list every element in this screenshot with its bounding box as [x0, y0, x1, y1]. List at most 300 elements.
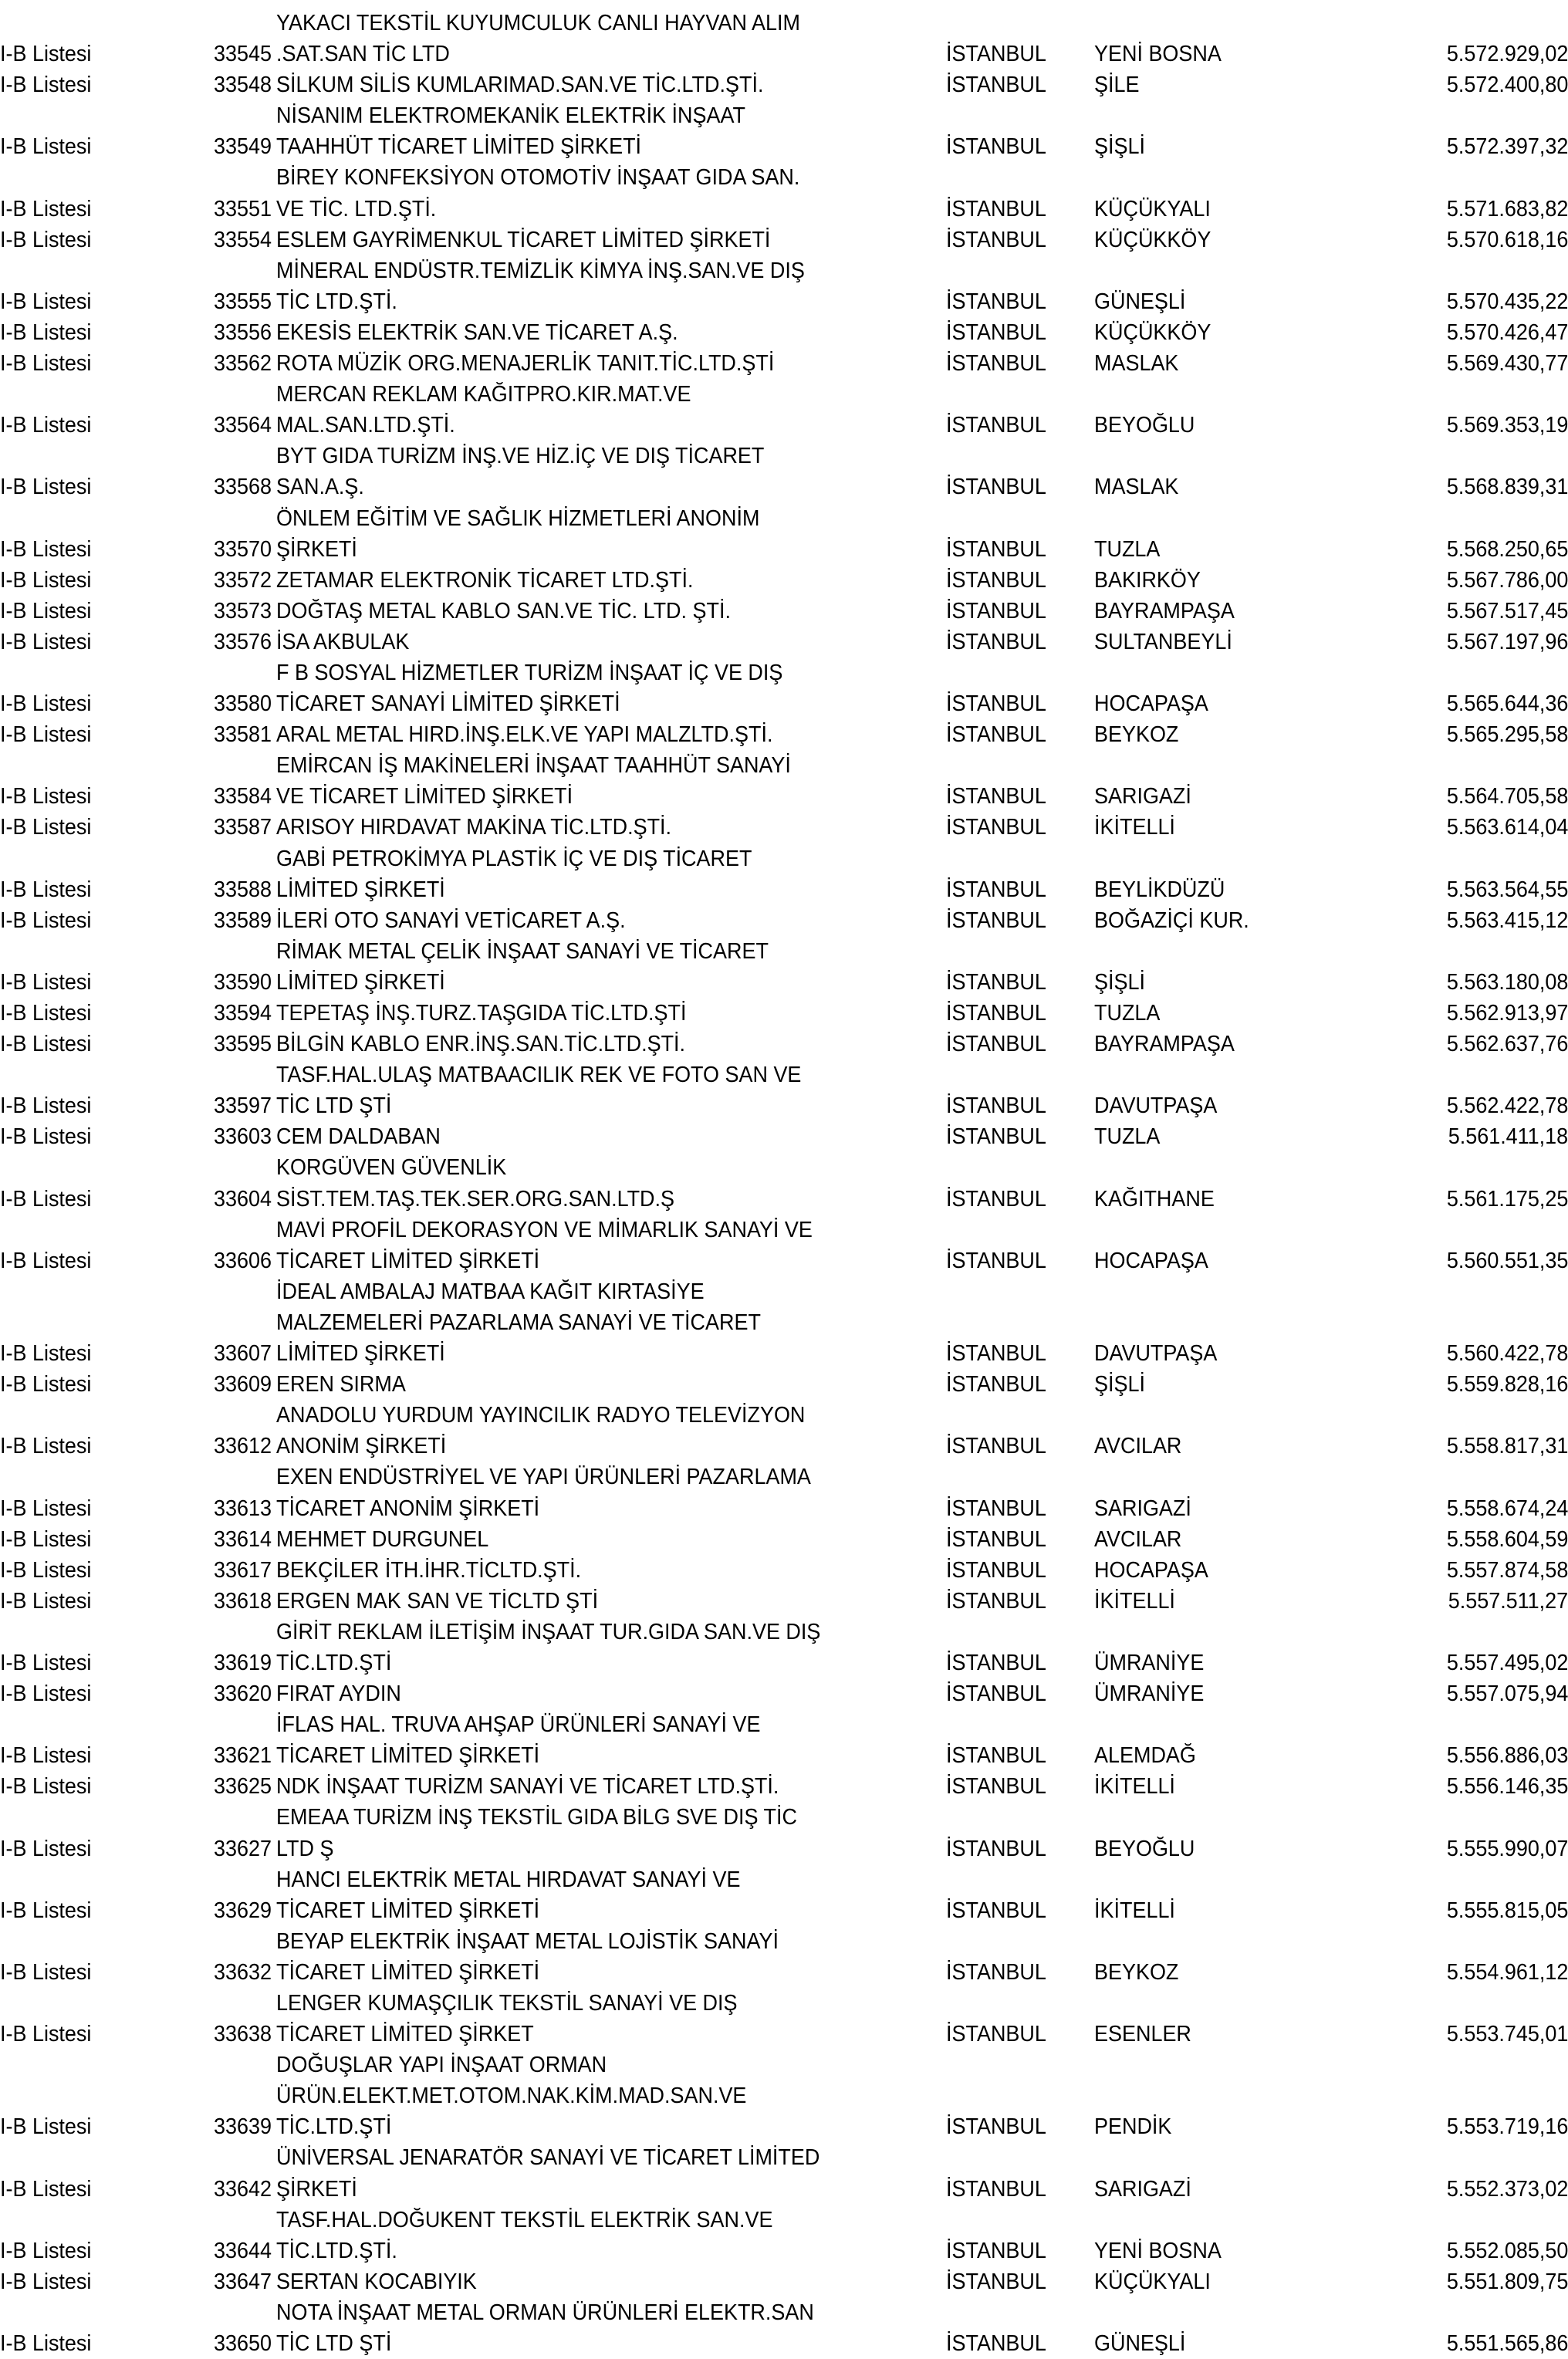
amount: 5.563.415,12: [1446, 907, 1568, 933]
company-name: ŞİRKETİ: [276, 2176, 357, 2202]
city: İSTANBUL: [946, 196, 1046, 221]
list-label: I-B Listesi: [0, 1898, 92, 1923]
amount: 5.568.250,65: [1446, 536, 1568, 562]
table-row: [0, 843, 1568, 905]
list-label: I-B Listesi: [0, 2114, 92, 2140]
list-label: I-B Listesi: [0, 1495, 92, 1521]
city: İSTANBUL: [946, 475, 1046, 500]
record-name-continuation: [0, 1060, 1568, 1090]
record-number: 33584: [213, 784, 272, 809]
company-name: NOTA İNŞAAT METAL ORMAN ÜRÜNLERİ ELEKTR.SAN: [276, 2300, 814, 2325]
list-label: I-B Listesi: [0, 1557, 92, 1583]
record-name-continuation: [0, 1926, 1568, 1957]
record-main-line: [0, 2019, 1568, 2050]
city: İSTANBUL: [946, 598, 1046, 624]
city: İSTANBUL: [946, 815, 1046, 840]
table-row: [0, 2266, 1568, 2297]
amount: 5.563.180,08: [1446, 969, 1568, 995]
list-label: I-B Listesi: [0, 1681, 92, 1707]
list-label: I-B Listesi: [0, 2269, 92, 2294]
record-number: 33629: [213, 1898, 272, 1923]
amount: 5.570.618,16: [1446, 227, 1568, 252]
city: İSTANBUL: [946, 2114, 1046, 2140]
amount: 5.553.745,01: [1446, 2022, 1568, 2047]
table-row: [0, 1029, 1568, 1060]
company-name: EMİRCAN İŞ MAKİNELERİ İNŞAAT TAAHHÜT SANAYİ: [276, 753, 791, 779]
company-name: TİCARET SANAYİ LİMİTED ŞİRKETİ: [276, 691, 620, 717]
district: MASLAK: [1094, 475, 1179, 500]
district: ŞİŞLİ: [1094, 134, 1145, 160]
list-label: I-B Listesi: [0, 227, 92, 252]
list-label: I-B Listesi: [0, 2176, 92, 2202]
company-name: NDK İNŞAAT TURİZM SANAYİ VE TİCARET LTD.ŞTİ.: [276, 1774, 779, 1800]
district: HOCAPAŞA: [1094, 691, 1208, 717]
company-name: BEKÇİLER İTH.İHR.TİCLTD.ŞTİ.: [276, 1557, 582, 1583]
list-label: I-B Listesi: [0, 815, 92, 840]
record-main-line: [0, 998, 1568, 1029]
record-main-line: [0, 2236, 1568, 2266]
table-row: [0, 162, 1568, 224]
record-main-line: [0, 39, 1568, 69]
amount: 5.562.637,76: [1446, 1032, 1568, 1057]
list-label: I-B Listesi: [0, 722, 92, 748]
company-name: ROTA MÜZİK ORG.MENAJERLİK TANIT.TİC.LTD.ŞTİ: [276, 351, 775, 377]
record-name-continuation: [0, 1215, 1568, 1245]
list-label: I-B Listesi: [0, 196, 92, 221]
record-number: 33572: [213, 567, 272, 593]
company-name: TİC LTD ŞTİ: [276, 1093, 392, 1119]
list-label: I-B Listesi: [0, 319, 92, 345]
record-main-line: [0, 1833, 1568, 1864]
table-row: [0, 379, 1568, 441]
record-number: 33594: [213, 1001, 272, 1026]
amount: 5.569.430,77: [1446, 351, 1568, 377]
district: İKİTELLİ: [1094, 1588, 1175, 1614]
table-row: [0, 348, 1568, 379]
company-name: DOĞUŞLAR YAPI İNŞAAT ORMAN: [276, 2053, 607, 2078]
district: İKİTELLİ: [1094, 1898, 1175, 1923]
amount: 5.563.564,55: [1446, 877, 1568, 902]
record-main-line: [0, 688, 1568, 719]
table-row: [0, 627, 1568, 657]
record-number: 33554: [213, 227, 272, 252]
list-label: I-B Listesi: [0, 536, 92, 562]
city: İSTANBUL: [946, 1743, 1046, 1769]
district: BEYOĞLU: [1094, 1836, 1195, 1861]
record-number: 33589: [213, 907, 272, 933]
company-name: ESLEM GAYRİMENKUL TİCARET LİMİTED ŞİRKETİ: [276, 227, 771, 252]
city: İSTANBUL: [946, 691, 1046, 717]
company-name: .SAT.SAN TİC LTD: [276, 42, 450, 67]
amount: 5.554.961,12: [1446, 1959, 1568, 1985]
city: İSTANBUL: [946, 1495, 1046, 1521]
list-label: I-B Listesi: [0, 784, 92, 809]
company-name: SERTAN KOCABIYIK: [276, 2269, 477, 2294]
table-row: [0, 936, 1568, 998]
company-name: ARAL METAL HIRD.İNŞ.ELK.VE YAPI MALZLTD.ŞTİ.: [276, 722, 773, 748]
district: ESENLER: [1094, 2022, 1191, 2047]
table-row: [0, 255, 1568, 317]
table-row: [0, 905, 1568, 936]
document-table: [0, 8, 1568, 2359]
table-row: [0, 2050, 1568, 2142]
amount: 5.555.990,07: [1446, 1836, 1568, 1861]
table-row: [0, 1555, 1568, 1586]
list-label: I-B Listesi: [0, 1093, 92, 1119]
table-row: [0, 565, 1568, 596]
table-row: [0, 998, 1568, 1029]
district: TUZLA: [1094, 536, 1161, 562]
record-number: 33606: [213, 1248, 272, 1273]
company-name: VE TİCARET LİMİTED ŞİRKETİ: [276, 784, 573, 809]
company-name: MEHMET DURGUNEL: [276, 1526, 489, 1552]
list-label: I-B Listesi: [0, 134, 92, 160]
list-label: I-B Listesi: [0, 907, 92, 933]
list-label: I-B Listesi: [0, 351, 92, 377]
table-row: [0, 1400, 1568, 1462]
list-label: I-B Listesi: [0, 2238, 92, 2263]
table-row: [0, 596, 1568, 627]
amount: 5.572.929,02: [1446, 42, 1568, 67]
record-main-line: [0, 2266, 1568, 2297]
company-name: MALZEMELERİ PAZARLAMA SANAYİ VE TİCARET: [276, 1310, 761, 1335]
company-name: EKESİS ELEKTRİK SAN.VE TİCARET A.Ş.: [276, 319, 678, 345]
company-name: TİCARET LİMİTED ŞİRKETİ: [276, 1959, 540, 1985]
table-row: [0, 1215, 1568, 1276]
amount: 5.555.815,05: [1446, 1898, 1568, 1923]
company-name: MAVİ PROFİL DEKORASYON VE MİMARLIK SANAYİ VE: [276, 1217, 813, 1242]
city: İSTANBUL: [946, 73, 1046, 98]
list-label: I-B Listesi: [0, 969, 92, 995]
amount: 5.562.913,97: [1446, 1001, 1568, 1026]
amount: 5.556.886,03: [1446, 1743, 1568, 1769]
district: BOĞAZİÇİ KUR.: [1094, 907, 1249, 933]
district: ÜMRANİYE: [1094, 1650, 1205, 1675]
record-number: 33580: [213, 691, 272, 717]
record-main-line: [0, 2328, 1568, 2359]
company-name: CEM DALDABAN: [276, 1124, 441, 1150]
list-label: I-B Listesi: [0, 1588, 92, 1614]
company-name: EMEAA TURİZM İNŞ TEKSTİL GIDA BİLG SVE DIŞ TİC: [276, 1805, 797, 1830]
company-name: VE TİC. LTD.ŞTİ.: [276, 196, 437, 221]
company-name: BİLGİN KABLO ENR.İNŞ.SAN.TİC.LTD.ŞTİ.: [276, 1032, 686, 1057]
record-name-continuation: [0, 162, 1568, 193]
city: İSTANBUL: [946, 1557, 1046, 1583]
record-number: 33597: [213, 1093, 272, 1119]
table-row: [0, 441, 1568, 502]
district: ŞİŞLİ: [1094, 969, 1145, 995]
record-main-line: [0, 905, 1568, 936]
table-row: [0, 719, 1568, 750]
record-main-line: [0, 1184, 1568, 1215]
amount: 5.560.551,35: [1446, 1248, 1568, 1273]
list-label: I-B Listesi: [0, 1836, 92, 1861]
company-name: LİMİTED ŞİRKETİ: [276, 877, 445, 902]
record-number: 33576: [213, 629, 272, 654]
company-name: SİST.TEM.TAŞ.TEK.SER.ORG.SAN.LTD.Ş: [276, 1186, 675, 1212]
company-name: LİMİTED ŞİRKETİ: [276, 1341, 445, 1367]
district: BEYKOZ: [1094, 722, 1179, 748]
list-label: I-B Listesi: [0, 567, 92, 593]
table-row: [0, 657, 1568, 719]
city: İSTANBUL: [946, 2238, 1046, 2263]
company-name: ERGEN MAK SAN VE TİCLTD ŞTİ: [276, 1588, 599, 1614]
company-name: EREN SIRMA: [276, 1372, 406, 1397]
list-label: I-B Listesi: [0, 1743, 92, 1769]
amount: 5.565.644,36: [1446, 691, 1568, 717]
list-label: I-B Listesi: [0, 1341, 92, 1367]
district: SARIGAZİ: [1094, 784, 1191, 809]
city: İSTANBUL: [946, 1032, 1046, 1057]
record-main-line: [0, 596, 1568, 627]
record-main-line: [0, 348, 1568, 379]
city: İSTANBUL: [946, 1526, 1046, 1552]
record-name-continuation: [0, 255, 1568, 286]
company-name: İFLAS HAL. TRUVA AHŞAP ÜRÜNLERİ SANAYİ VE: [276, 1712, 761, 1738]
list-label: I-B Listesi: [0, 1124, 92, 1150]
list-label: I-B Listesi: [0, 2022, 92, 2047]
amount: 5.565.295,58: [1446, 722, 1568, 748]
record-name-continuation: [0, 2297, 1568, 2328]
amount: 5.553.719,16: [1446, 2114, 1568, 2140]
amount: 5.571.683,82: [1446, 196, 1568, 221]
record-number: 33548: [213, 73, 272, 98]
district: HOCAPAŞA: [1094, 1248, 1208, 1273]
amount: 5.558.817,31: [1446, 1434, 1568, 1459]
table-row: [0, 1121, 1568, 1152]
list-label: I-B Listesi: [0, 629, 92, 654]
record-name-continuation: [0, 657, 1568, 688]
record-number: 33556: [213, 319, 272, 345]
record-number: 33568: [213, 475, 272, 500]
record-main-line: [0, 1493, 1568, 1524]
company-name: İSA AKBULAK: [276, 629, 410, 654]
district: AVCILAR: [1094, 1434, 1182, 1459]
record-name-continuation: [0, 1276, 1568, 1307]
district: YENİ BOSNA: [1094, 42, 1222, 67]
company-name: TEPETAŞ İNŞ.TURZ.TAŞGIDA TİC.LTD.ŞTİ: [276, 1001, 687, 1026]
record-number: 33564: [213, 413, 272, 438]
city: İSTANBUL: [946, 1248, 1046, 1273]
record-number: 33603: [213, 1124, 272, 1150]
table-row: [0, 317, 1568, 348]
district: TUZLA: [1094, 1124, 1161, 1150]
record-main-line: [0, 1555, 1568, 1586]
amount: 5.557.495,02: [1446, 1650, 1568, 1675]
city: İSTANBUL: [946, 351, 1046, 377]
record-main-line: [0, 1245, 1568, 1276]
company-name: F B SOSYAL HİZMETLER TURİZM İNŞAAT İÇ VE DIŞ: [276, 660, 783, 685]
city: İSTANBUL: [946, 1124, 1046, 1150]
record-main-line: [0, 627, 1568, 657]
table-row: [0, 1060, 1568, 1121]
table-row: [0, 2205, 1568, 2266]
city: İSTANBUL: [946, 1898, 1046, 1923]
amount: 5.567.197,96: [1446, 629, 1568, 654]
record-number: 33617: [213, 1557, 272, 1583]
amount: 5.567.786,00: [1446, 567, 1568, 593]
district: KAĞITHANE: [1094, 1186, 1215, 1212]
record-main-line: [0, 781, 1568, 812]
record-number: 33621: [213, 1743, 272, 1769]
record-number: 33562: [213, 351, 272, 377]
record-main-line: [0, 1648, 1568, 1678]
company-name: TİCARET LİMİTED ŞİRKET: [276, 2022, 534, 2047]
city: İSTANBUL: [946, 1836, 1046, 1861]
district: BEYLİKDÜZÜ: [1094, 877, 1225, 902]
record-main-line: [0, 719, 1568, 750]
record-main-line: [0, 317, 1568, 348]
record-number: 33609: [213, 1372, 272, 1397]
company-name: LTD Ş: [276, 1836, 334, 1861]
district: DAVUTPAŞA: [1094, 1093, 1218, 1119]
city: İSTANBUL: [946, 1001, 1046, 1026]
company-name: BİREY KONFEKSİYON OTOMOTİV İNŞAAT GIDA SAN.: [276, 165, 800, 191]
record-name-continuation: [0, 2080, 1568, 2111]
list-label: I-B Listesi: [0, 73, 92, 98]
company-name: YAKACI TEKSTİL KUYUMCULUK CANLI HAYVAN ALIM: [276, 11, 800, 35]
table-row: [0, 750, 1568, 812]
record-name-continuation: [0, 503, 1568, 534]
record-number: 33549: [213, 134, 272, 160]
table-row: [0, 503, 1568, 565]
record-main-line: [0, 967, 1568, 998]
record-number: 33570: [213, 536, 272, 562]
city: İSTANBUL: [946, 2022, 1046, 2047]
city: İSTANBUL: [946, 1959, 1046, 1985]
city: İSTANBUL: [946, 319, 1046, 345]
record-number: 33587: [213, 815, 272, 840]
record-main-line: [0, 1740, 1568, 1771]
list-label: I-B Listesi: [0, 413, 92, 438]
record-main-line: [0, 194, 1568, 225]
amount: 5.567.517,45: [1446, 598, 1568, 624]
city: İSTANBUL: [946, 1434, 1046, 1459]
amount: 5.551.565,86: [1446, 2331, 1568, 2357]
district: BAYRAMPAŞA: [1094, 598, 1235, 624]
city: İSTANBUL: [946, 1186, 1046, 1212]
list-label: I-B Listesi: [0, 1959, 92, 1985]
table-row: [0, 1617, 1568, 1678]
table-row: [0, 1462, 1568, 1523]
company-name: KORGÜVEN GÜVENLİK: [276, 1155, 507, 1181]
record-name-continuation: [0, 2142, 1568, 2173]
amount: 5.572.400,80: [1446, 73, 1568, 98]
city: İSTANBUL: [946, 536, 1046, 562]
district: KÜÇÜKKÖY: [1094, 319, 1211, 345]
record-name-continuation: [0, 1617, 1568, 1648]
city: İSTANBUL: [946, 1650, 1046, 1675]
city: İSTANBUL: [946, 2176, 1046, 2202]
city: İSTANBUL: [946, 42, 1046, 67]
city: İSTANBUL: [946, 2331, 1046, 2357]
record-main-line: [0, 1678, 1568, 1709]
district: SARIGAZİ: [1094, 1495, 1191, 1521]
table-row: [0, 1369, 1568, 1400]
list-label: I-B Listesi: [0, 691, 92, 717]
city: İSTANBUL: [946, 413, 1046, 438]
district: ŞİLE: [1094, 73, 1140, 98]
city: İSTANBUL: [946, 1372, 1046, 1397]
district: ŞİŞLİ: [1094, 1372, 1145, 1397]
table-row: [0, 8, 1568, 69]
record-number: 33590: [213, 969, 272, 995]
record-main-line: [0, 2111, 1568, 2142]
company-name: TAAHHÜT TİCARET LİMİTED ŞİRKETİ: [276, 134, 642, 160]
district: BAKIRKÖY: [1094, 567, 1201, 593]
record-name-continuation: [0, 750, 1568, 781]
record-main-line: [0, 1369, 1568, 1400]
district: YENİ BOSNA: [1094, 2238, 1222, 2263]
record-number: 33619: [213, 1650, 272, 1675]
record-main-line: [0, 534, 1568, 565]
record-number: 33632: [213, 1959, 272, 1985]
amount: 5.551.809,75: [1446, 2269, 1568, 2294]
record-name-continuation: [0, 1307, 1568, 1338]
record-name-continuation: [0, 2205, 1568, 2236]
record-main-line: [0, 1090, 1568, 1121]
record-name-continuation: [0, 2050, 1568, 2080]
record-number: 33581: [213, 722, 272, 748]
city: İSTANBUL: [946, 722, 1046, 748]
record-main-line: [0, 69, 1568, 100]
city: İSTANBUL: [946, 1588, 1046, 1614]
company-name: BYT GIDA TURİZM İNŞ.VE HİZ.İÇ VE DIŞ TİCARET: [276, 444, 765, 469]
record-name-continuation: [0, 1988, 1568, 2019]
record-main-line: [0, 1431, 1568, 1462]
company-name: TİCARET LİMİTED ŞİRKETİ: [276, 1743, 540, 1769]
table-row: [0, 100, 1568, 162]
record-number: 33607: [213, 1341, 272, 1367]
list-label: I-B Listesi: [0, 1032, 92, 1057]
company-name: GİRİT REKLAM İLETİŞİM İNŞAAT TUR.GIDA SAN.VE DIŞ: [276, 1619, 821, 1644]
record-name-continuation: [0, 441, 1568, 471]
district: ALEMDAĞ: [1094, 1743, 1196, 1769]
amount: 5.558.674,24: [1446, 1495, 1568, 1521]
company-name: BEYAP ELEKTRİK İNŞAAT METAL LOJİSTİK SANAYİ: [276, 1928, 779, 1954]
list-label: I-B Listesi: [0, 877, 92, 902]
amount: 5.562.422,78: [1446, 1093, 1568, 1119]
company-name: GABİ PETROKİMYA PLASTİK İÇ VE DIŞ TİCARET: [276, 846, 752, 871]
record-number: 33573: [213, 598, 272, 624]
amount: 5.563.614,04: [1446, 815, 1568, 840]
record-main-line: [0, 131, 1568, 162]
table-row: [0, 1152, 1568, 1214]
company-name: SAN.A.Ş.: [276, 475, 364, 500]
list-label: I-B Listesi: [0, 475, 92, 500]
record-main-line: [0, 874, 1568, 905]
district: BAYRAMPAŞA: [1094, 1032, 1235, 1057]
amount: 5.552.085,50: [1446, 2238, 1568, 2263]
district: KÜÇÜKKÖY: [1094, 227, 1211, 252]
company-name: İDEAL AMBALAJ MATBAA KAĞIT KIRTASİYE: [276, 1279, 705, 1304]
list-label: I-B Listesi: [0, 1526, 92, 1552]
record-name-continuation: [0, 1864, 1568, 1895]
amount: 5.570.426,47: [1446, 319, 1568, 345]
city: İSTANBUL: [946, 1774, 1046, 1800]
list-label: I-B Listesi: [0, 1186, 92, 1212]
city: İSTANBUL: [946, 969, 1046, 995]
company-name: TİCARET LİMİTED ŞİRKETİ: [276, 1898, 540, 1923]
record-main-line: [0, 225, 1568, 255]
table-row: [0, 1586, 1568, 1617]
city: İSTANBUL: [946, 289, 1046, 314]
record-main-line: [0, 1524, 1568, 1555]
company-name: FIRAT AYDIN: [276, 1681, 401, 1707]
list-label: I-B Listesi: [0, 42, 92, 67]
amount: 5.557.874,58: [1446, 1557, 1568, 1583]
table-row: [0, 1926, 1568, 1988]
